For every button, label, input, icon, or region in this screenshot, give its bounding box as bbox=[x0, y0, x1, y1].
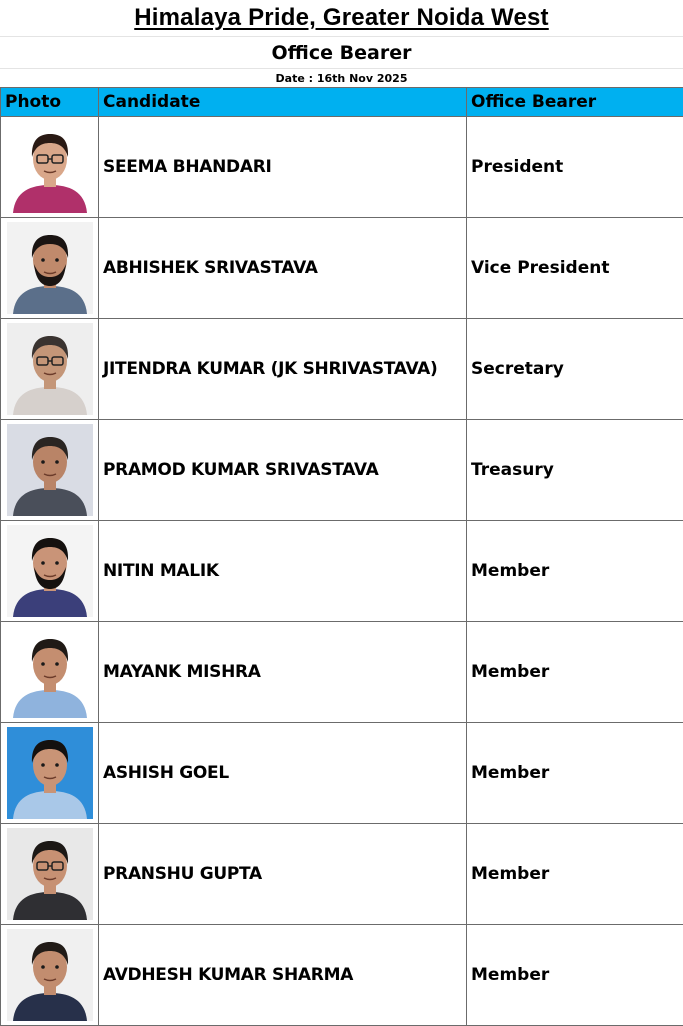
table-row bbox=[1, 521, 683, 622]
candidate-photo bbox=[7, 727, 93, 819]
candidate-photo-image bbox=[7, 222, 93, 314]
candidate-photo bbox=[7, 424, 93, 516]
photo-cell bbox=[1, 925, 99, 1026]
office-bearer-role: Member bbox=[467, 723, 683, 824]
table-row bbox=[1, 420, 683, 521]
candidate-photo bbox=[7, 121, 93, 213]
candidate-photo-image bbox=[7, 121, 93, 213]
candidate-name: MAYANK MISHRA bbox=[99, 622, 467, 723]
candidate-photo-image bbox=[7, 626, 93, 718]
candidate-name: PRANSHU GUPTA bbox=[99, 824, 467, 925]
candidate-name: AVDHESH KUMAR SHARMA bbox=[99, 925, 467, 1026]
photo-cell bbox=[1, 319, 99, 420]
date-label: Date : 16th Nov 2025 bbox=[276, 72, 408, 85]
candidate-name: ASHISH GOEL bbox=[99, 723, 467, 824]
table-row bbox=[1, 117, 683, 218]
photo-cell bbox=[1, 218, 99, 319]
candidate-photo bbox=[7, 525, 93, 617]
photo-cell bbox=[1, 117, 99, 218]
office-bearer-table bbox=[0, 87, 683, 1026]
office-bearer-role: Member bbox=[467, 925, 683, 1026]
candidate-photo-image bbox=[7, 929, 93, 1021]
candidate-photo-image bbox=[7, 828, 93, 920]
candidate-photo-image bbox=[7, 424, 93, 516]
photo-cell bbox=[1, 420, 99, 521]
table-row bbox=[1, 925, 683, 1026]
candidate-name: ABHISHEK SRIVASTAVA bbox=[99, 218, 467, 319]
page-subtitle: Office Bearer bbox=[272, 42, 412, 64]
title-row bbox=[0, 0, 683, 37]
candidate-photo bbox=[7, 323, 93, 415]
candidate-photo-image bbox=[7, 727, 93, 819]
office-bearer-role: Vice President bbox=[467, 218, 683, 319]
table-row bbox=[1, 622, 683, 723]
photo-cell bbox=[1, 824, 99, 925]
candidate-name: SEEMA BHANDARI bbox=[99, 117, 467, 218]
candidate-photo bbox=[7, 929, 93, 1021]
table-row bbox=[1, 319, 683, 420]
date-row bbox=[0, 69, 683, 87]
candidate-photo bbox=[7, 828, 93, 920]
photo-cell bbox=[1, 723, 99, 824]
office-bearer-role: Secretary bbox=[467, 319, 683, 420]
office-bearer-role: Member bbox=[467, 521, 683, 622]
candidate-name: NITIN MALIK bbox=[99, 521, 467, 622]
candidate-photo-image bbox=[7, 323, 93, 415]
candidate-photo-image bbox=[7, 525, 93, 617]
page-title: Himalaya Pride, Greater Noida West bbox=[134, 4, 549, 32]
candidate-photo bbox=[7, 222, 93, 314]
photo-cell bbox=[1, 521, 99, 622]
table-row bbox=[1, 723, 683, 824]
subtitle-row bbox=[0, 37, 683, 69]
column-header-office-bearer: Office Bearer bbox=[467, 88, 683, 117]
candidate-name: PRAMOD KUMAR SRIVASTAVA bbox=[99, 420, 467, 521]
office-bearer-role: President bbox=[467, 117, 683, 218]
table-row bbox=[1, 218, 683, 319]
photo-cell bbox=[1, 622, 99, 723]
office-bearer-role: Member bbox=[467, 824, 683, 925]
office-bearer-role: Member bbox=[467, 622, 683, 723]
column-header-candidate: Candidate bbox=[99, 88, 467, 117]
office-bearer-role: Treasury bbox=[467, 420, 683, 521]
candidate-name: JITENDRA KUMAR (JK SHRIVASTAVA) bbox=[99, 319, 467, 420]
candidate-photo bbox=[7, 626, 93, 718]
table-header-row bbox=[1, 88, 683, 117]
table-row bbox=[1, 824, 683, 925]
column-header-photo: Photo bbox=[1, 88, 99, 117]
